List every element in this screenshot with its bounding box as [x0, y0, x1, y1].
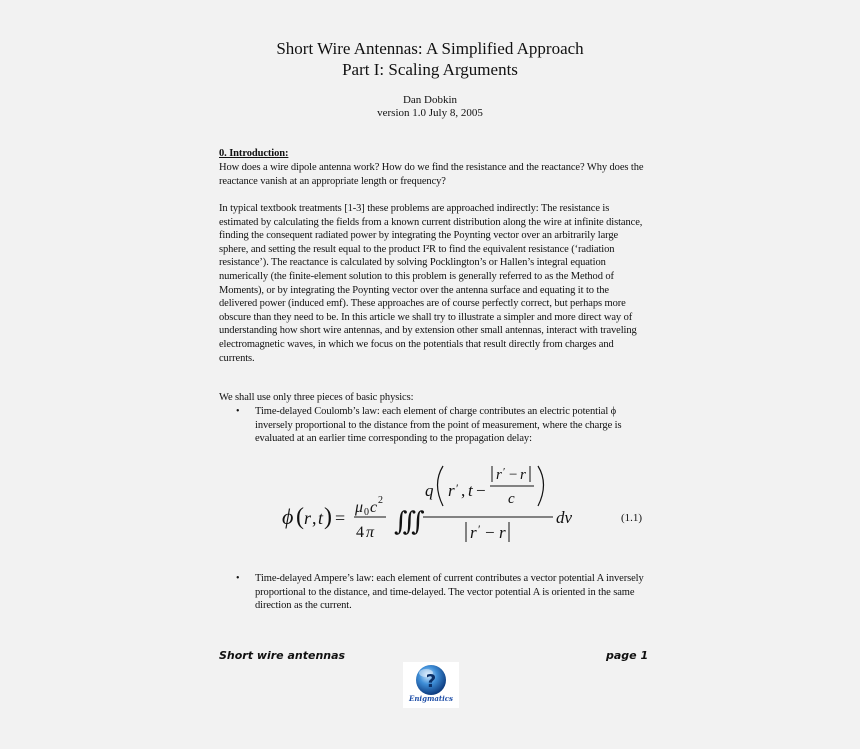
equation-number: (1.1) — [621, 512, 643, 524]
enigmatics-logo — [403, 662, 459, 708]
svg-text:dv: dv — [556, 508, 573, 527]
svg-text:−: − — [485, 523, 495, 542]
document-subtitle: Part I: Scaling Arguments — [342, 60, 518, 79]
svg-text:0: 0 — [364, 507, 369, 518]
svg-text:r: r — [499, 523, 506, 542]
svg-text:q: q — [425, 481, 434, 500]
author: Dan Dobkin — [402, 94, 458, 106]
svg-text:t: t — [318, 508, 324, 528]
intro-paragraph-2: In typical textbook treatments [1-3] these problems are approached indirectly: The resistance is estimated by calculating the fields from a known current distribution along the wire at infinite distance, finding the consequent radiated power by integrating the Poynting vector over an arbitrarily large sphere, and setting the result equal to the product I²R to find the equivalent resistance (‘radiation resistance’). The reactance is calculated by solving Pocklington’s or Hallen’s integral equation numerically (the finite-element solution to this problem is generally referred to as the Method of Moments), or by integrating the Poynting vector over the antenna surface and equating it to the delivered power (induced emf). These approaches are of course perfectly correct, but perhaps more obscure than they need to be. In this article we shall try to illustrate a simpler and more direct way of understanding how short wire antennas, and by extension other small antennas, interact with traveling electromagnetic waves, in which we focus on the potentials that result directly from charges and currents. — [219, 203, 643, 364]
footer-page-number: page 1 — [606, 649, 649, 662]
svg-text:=: = — [335, 508, 346, 528]
svg-text:π: π — [366, 524, 375, 541]
intro-paragraph-3: We shall use only three pieces of basic physics: — [219, 392, 414, 403]
svg-text:): ) — [324, 504, 332, 530]
intro-paragraph-1: How does a wire dipole antenna work? How do we find the resistance and the reactance? Why does the reactance vanish at an appropriate length or frequency? — [219, 162, 644, 187]
version-date: version 1.0 July 8, 2005 — [377, 107, 483, 119]
svg-text:?: ? — [425, 671, 437, 692]
svg-text:r: r — [496, 467, 502, 483]
svg-text:′: ′ — [456, 481, 459, 495]
svg-text:c: c — [370, 499, 378, 516]
svg-text:r: r — [470, 523, 477, 542]
footer-title: Short wire antennas — [219, 649, 346, 662]
svg-text:r: r — [520, 467, 526, 483]
svg-text:μ: μ — [355, 499, 364, 516]
globe-question-icon — [403, 662, 459, 696]
svg-text:,: , — [461, 481, 466, 500]
svg-text:2: 2 — [378, 495, 383, 506]
document-title: Short Wire Antennas: A Simplified Approach — [276, 39, 584, 58]
bullet-marker: • — [236, 573, 240, 584]
section-heading: 0. Introduction: — [219, 148, 289, 159]
svg-text:ϕ: ϕ — [282, 504, 294, 529]
svg-text:(: ( — [296, 504, 304, 530]
svg-text:′: ′ — [503, 466, 506, 478]
equation-retarded-potential — [280, 458, 580, 548]
svg-text:′: ′ — [478, 522, 481, 536]
svg-text:∭: ∭ — [394, 507, 425, 536]
svg-text:r: r — [304, 508, 312, 528]
logo-text: Enigmatics — [408, 694, 454, 703]
svg-text:c: c — [508, 491, 515, 507]
svg-text:4: 4 — [356, 524, 364, 541]
svg-text:r: r — [448, 481, 455, 500]
svg-text:−: − — [476, 481, 486, 500]
bullet-marker: • — [236, 406, 240, 417]
svg-text:−: − — [509, 467, 518, 483]
bullet-item-ampere: Time-delayed Ampere’s law: each element of current contributes a vector potential A inversely proportional to the distance, and time-delayed. The vector potential A is oriented in the same direction as the current. — [255, 573, 644, 612]
bullet-item-coulomb: Time-delayed Coulomb’s law: each element of charge contributes an electric potential ϕ inversely proportional to the distance from the point of measurement, where the charge is evaluated at an earlier time corresponding to the propagation delay: — [255, 406, 622, 445]
svg-text:,: , — [312, 508, 317, 528]
svg-text:t: t — [468, 481, 473, 500]
